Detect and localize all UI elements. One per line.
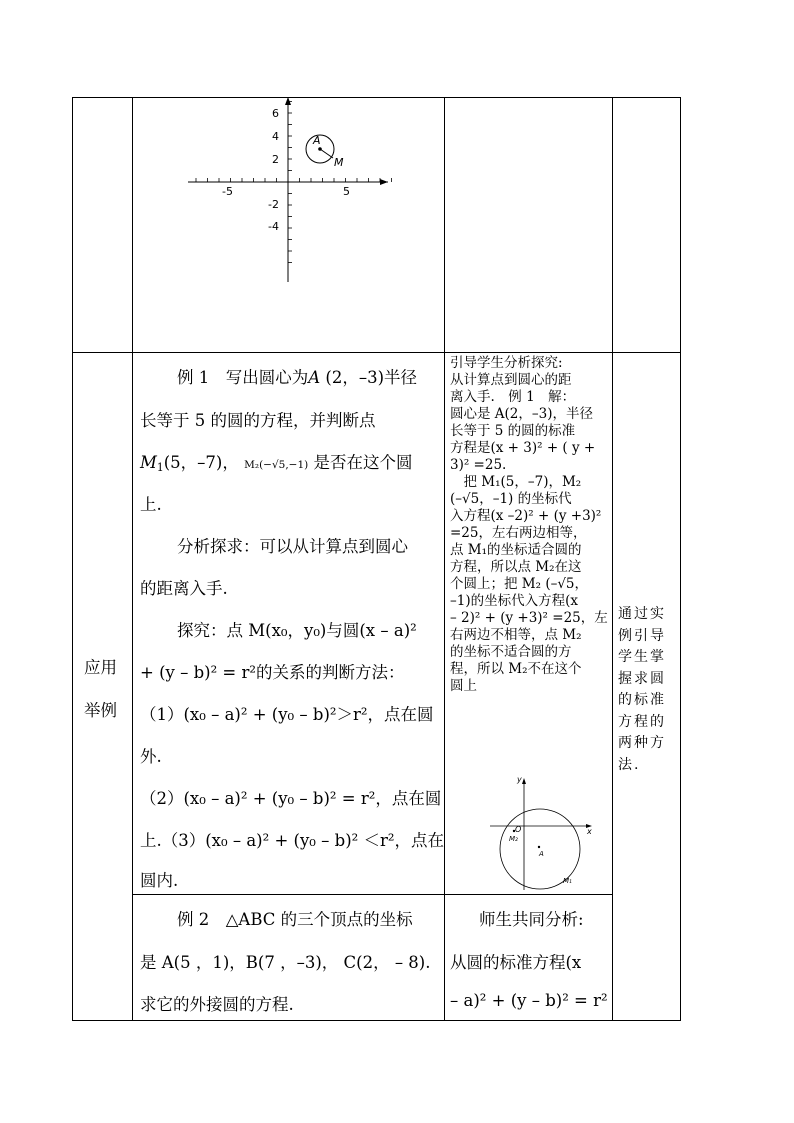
analysis-line1: 分析探求：可以从计算点到圆心	[177, 537, 408, 556]
guide-line: 个圆上；把 M₂ (–√5，	[450, 576, 589, 592]
y-axis-arrow	[285, 97, 291, 105]
purpose-line: 法.	[618, 756, 641, 773]
purpose-line: 例引导	[618, 627, 666, 644]
guide-circle-figure	[486, 770, 600, 892]
point-label-a: A	[313, 134, 321, 147]
section-label-top: 应用	[84, 658, 117, 677]
case1-line2: 外.	[140, 747, 162, 766]
explore-line1: 探究：点 M(x₀，y₀)与圆(x – a)²	[177, 621, 417, 640]
purpose-text	[618, 604, 678, 776]
fig-center-a	[538, 846, 540, 848]
fig-label-y: y	[517, 775, 522, 784]
purpose-line: 两种方	[618, 735, 666, 751]
analysis-line2: 的距离入手.	[140, 579, 228, 598]
guide-line: 引导学生分析探究:	[450, 355, 563, 371]
x-axis-arrow	[380, 179, 388, 185]
guide-line: 把 M₁(5，–7)，M₂	[450, 474, 582, 490]
guide-line: 圆上	[450, 678, 477, 694]
y-tick-label-neg4: -4	[268, 220, 279, 233]
purpose-line: 学生掌	[618, 649, 666, 665]
guide-line: 程，所以 M₂不在这个	[450, 661, 582, 677]
example1-line2: 长等于 5 的圆的方程，并判断点	[140, 411, 376, 430]
purpose-line: 的标准	[618, 692, 666, 708]
analysis2-line3: – a)² + (y – b)² = r²	[450, 991, 608, 1010]
analysis2-line1: 师生共同分析:	[479, 910, 584, 929]
fig-label-x: x	[587, 827, 592, 836]
guide-line: 方程，所以点 M₂在这	[450, 559, 582, 575]
guide-line: – 2)² + (y +3)² =25，左	[450, 610, 608, 626]
case2-line2: 上.（3）(x₀ – a)² + (y₀ – b)² ＜r²，点在	[140, 831, 445, 850]
example2-line1: 例 2 △ABC 的三个顶点的坐标	[177, 910, 413, 929]
guide-line: 离入手. 例 1 解：	[450, 389, 576, 405]
case2-line1: （2）(x₀ – a)² + (y₀ – b)² = r²，点在圆	[140, 789, 442, 808]
explore-line2: + (y – b)² = r²的关系的判断方法：	[140, 663, 405, 682]
case1-line1: （1）(x₀ – a)² + (y₀ – b)²＞r²，点在圆	[140, 705, 434, 724]
example1-line4: 上.	[140, 495, 162, 514]
radius-line	[320, 149, 333, 158]
guide-line: 点 M₁的坐标适合圆的	[450, 542, 582, 558]
fig-label-a: A	[539, 850, 544, 858]
y-tick-label-2: 2	[272, 153, 279, 166]
table-row-divider-2	[132, 894, 612, 895]
x-tick-label-5: 5	[343, 185, 350, 198]
guide-line: 的坐标不适合圆的方	[450, 644, 572, 660]
example1-line3: $M_1(5$，–7)， M₂(−√5,−1) 是否在这个圆	[140, 453, 413, 474]
guide-line: 入方程(x –2)² + (y +3)²	[450, 508, 602, 524]
fig-label-m1: M₁	[563, 877, 572, 885]
table-col-line-4	[680, 97, 681, 1021]
table-col-line-3	[612, 97, 613, 1021]
y-tick-label-6: 6	[272, 107, 279, 120]
analysis2-line2: 从圆的标准方程(x	[450, 953, 582, 972]
table-col-line-1	[132, 97, 133, 1021]
fig-label-m2: M₂	[509, 835, 518, 843]
purpose-line: 通过实	[618, 606, 666, 622]
table-col-line-2	[444, 97, 445, 1021]
guide-line: 从计算点到圆心的距	[450, 372, 572, 388]
guide-line: 长等于 5 的圆的标准	[450, 423, 576, 439]
fig-label-o: O	[515, 825, 522, 834]
example2-line3: 求它的外接圆的方程.	[140, 995, 294, 1014]
coordinate-graph	[180, 94, 400, 289]
guide-text	[450, 355, 610, 695]
example1-line1: 例 1 写出圆心为A (2，–3)半径	[177, 368, 418, 387]
example2-line2: 是 A(5 ，1)，B(7 ，–3)， C(2， – 8).	[140, 953, 431, 972]
purpose-line: 握求圆	[618, 670, 666, 687]
table-border-bottom	[72, 1020, 681, 1021]
fig-y-arrow	[522, 778, 526, 784]
section-label-bottom: 举例	[84, 701, 117, 720]
purpose-line: 方程的	[618, 713, 666, 730]
guide-line: 圆心是 A(2，–3)，半径	[450, 406, 594, 422]
guide-line: =25，左右两边相等，	[450, 525, 587, 541]
guide-line: (–√5，–1) 的坐标代	[450, 491, 572, 507]
case3-line2: 圆内.	[140, 871, 179, 890]
x-tick-label-neg5: -5	[222, 185, 233, 198]
guide-line: –1)的坐标代入方程(x	[450, 593, 578, 609]
table-col-line-0	[72, 97, 73, 1021]
guide-line: 方程是(x + 3)² + ( y +	[450, 440, 596, 456]
guide-line: 右两边不相等，点 M₂	[450, 627, 582, 643]
guide-line: 3)² =25.	[450, 457, 507, 473]
point-label-m: M	[334, 156, 344, 169]
y-tick-label-neg2: -2	[268, 198, 279, 211]
table-row-divider-1	[72, 352, 681, 353]
point-m2-inline: M₂(−√5,−1)	[244, 459, 309, 471]
y-tick-label-4: 4	[272, 130, 279, 143]
